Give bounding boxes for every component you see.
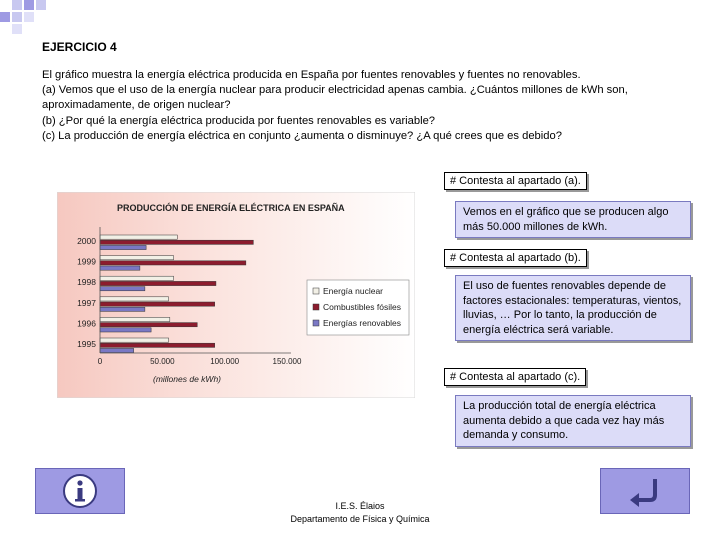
- bar-fossil: [100, 261, 246, 265]
- bar-fossil: [100, 240, 253, 244]
- x-axis-label: (millones de kWh): [152, 374, 222, 384]
- category-label: 1997: [77, 297, 96, 308]
- answer-a-button[interactable]: # Contesta al apartado (a).: [444, 172, 587, 190]
- return-arrow-icon: [625, 473, 665, 509]
- bar-renewable: [100, 245, 146, 249]
- answer-b-text: El uso de fuentes renovables depende de factores estacionales: temperaturas, vientos, lluvias, … Por lo tanto, la producción de energía eléctrica será variable.: [455, 275, 691, 341]
- bar-fossil: [100, 302, 215, 306]
- legend-swatch: [313, 320, 319, 326]
- footer: [270, 500, 450, 526]
- answer-b-button[interactable]: # Contesta al apartado (b).: [444, 249, 587, 267]
- answer-a-text: Vemos en el gráfico que se producen algo más 50.000 millones de kWh.: [455, 201, 691, 238]
- statement-line: El gráfico muestra la energía eléctrica producida en España por fuentes renovables y fuentes no renovables.: [42, 69, 581, 81]
- statement-line: (b) ¿Por qué la energía eléctrica producida por fuentes renovables es variable?: [42, 114, 436, 127]
- info-button[interactable]: [35, 468, 125, 514]
- category-label: 1998: [77, 277, 96, 288]
- bar-nuclear: [100, 235, 177, 239]
- x-tick-label: 50.000: [150, 357, 175, 366]
- bar-renewable: [100, 266, 140, 270]
- category-label: 1999: [77, 256, 96, 267]
- statement-line: (c) La producción de energía eléctrica en conjunto ¿aumenta o disminuye? ¿A qué crees que es debido?: [42, 129, 562, 142]
- info-icon: [62, 473, 98, 509]
- bar-fossil: [100, 281, 216, 285]
- legend-swatch: [313, 288, 319, 294]
- category-label: 2000: [77, 236, 96, 246]
- legend-label: Energía nuclear: [323, 286, 384, 296]
- bar-fossil: [100, 343, 215, 347]
- chart-title: PRODUCCIÓN DE ENERGÍA ELÉCTRICA EN ESPAÑA: [117, 203, 345, 213]
- x-tick-label: 150.000: [272, 357, 302, 366]
- legend-label: Energías renovables: [323, 318, 401, 328]
- energy-production-chart: [57, 192, 415, 398]
- bar-fossil: [100, 323, 197, 327]
- exercise-title: EJERCICIO 4: [42, 40, 117, 54]
- school-name: I.E.S. Élaios: [335, 501, 385, 511]
- bar-nuclear: [100, 338, 169, 342]
- bar-renewable: [100, 307, 145, 311]
- bar-nuclear: [100, 276, 174, 280]
- answer-c-text: La producción total de energía eléctrica aumenta debido a que cada vez hay más demanda y consumo.: [455, 395, 691, 447]
- bar-nuclear: [100, 297, 169, 301]
- category-label: 1995: [77, 339, 96, 349]
- department-name: Departamento de Física y Química: [290, 514, 430, 524]
- bar-renewable: [100, 328, 151, 332]
- answer-c-button[interactable]: # Contesta al apartado (c).: [444, 368, 586, 386]
- x-tick-label: 100.000: [210, 357, 240, 366]
- bar-renewable: [100, 348, 134, 352]
- back-button[interactable]: [600, 468, 690, 514]
- x-tick-label: 0: [97, 357, 103, 366]
- bar-nuclear: [100, 256, 174, 260]
- bar-renewable: [100, 287, 145, 291]
- legend-swatch: [313, 304, 319, 310]
- exercise-statement: [42, 68, 692, 144]
- legend-label: Combustibles fósiles: [323, 302, 401, 312]
- category-label: 1996: [77, 318, 96, 329]
- statement-line: (a) Vemos que el uso de la energía nuclear para producir electricidad apenas cambia. ¿Cuántos millones de kWh son,: [42, 84, 628, 97]
- statement-line: aproximadamente, de origen nuclear?: [42, 99, 231, 112]
- corner-decoration: [0, 0, 60, 40]
- bar-nuclear: [100, 317, 170, 321]
